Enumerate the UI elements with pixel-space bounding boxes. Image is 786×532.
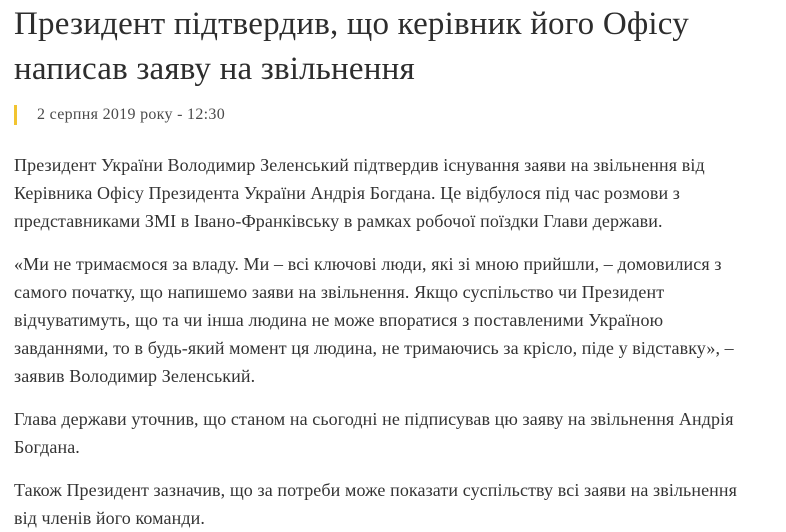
article-paragraph: Президент України Володимир Зеленський підтвердив існування заяви на звільнення від Керівника Офісу Президента України Андрія Богдана. Це відбулося під час розмови з представниками ЗМІ в Івано-Франківську в рамках робочої поїздки Глави держави. [14,155,705,231]
article-headline: Президент підтвердив, що керівник його Офісу написав заяву на звільнення [14,6,689,87]
date-accent-bar [14,105,17,125]
publish-date: 2 серпня 2019 року - 12:30 [37,106,226,123]
article-paragraph-quote: «Ми не тримаємося за владу. Ми – всі ключові люди, які зі мною прийшли, – домовилися з самого початку, що напишемо заяви на звільнення. Якщо суспільство чи Президент відчуватимуть, що та чи інша людина не може впоратися з поставленими Україною завданнями, то в будь-який момент ця людина, не тримаючись за крісло, піде у відставку», – заявив Володимир Зеленський. [14,254,734,386]
publish-date-row [14,104,770,126]
article-body [14,151,770,532]
article-paragraph: Глава держави уточнив, що станом на сьогодні не підписував цю заяву на звільнення Андрія Богдана. [14,409,734,457]
article-paragraph: Також Президент зазначив, що за потреби може показати суспільству всі заяви на звільнення від членів його команди. [14,480,738,528]
